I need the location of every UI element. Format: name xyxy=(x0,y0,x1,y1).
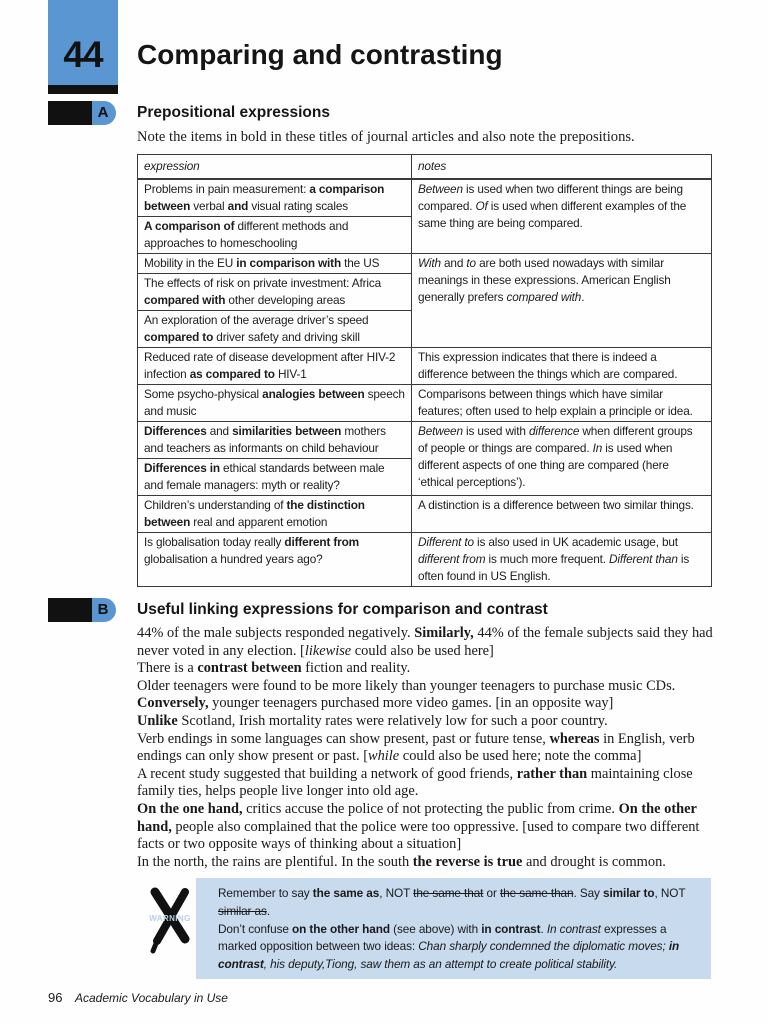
italic-term: In xyxy=(592,441,603,455)
section-b-content xyxy=(48,625,715,979)
text-run: driver safety and driving skill xyxy=(213,330,360,344)
table-row xyxy=(138,385,712,422)
bold-term: in contrast xyxy=(481,921,541,936)
table-head xyxy=(138,155,712,180)
text-run: expresses a marked opposition between two ideas: xyxy=(218,921,667,954)
bold-term: contrast between xyxy=(197,660,302,677)
text-run: when different groups of people or things are compared. xyxy=(418,424,693,455)
bold-term: different from xyxy=(284,535,360,549)
section-a-intro: Note the items in bold in these titles of journal articles and also note the prepositions. xyxy=(137,129,635,145)
text-run: could also be used here] xyxy=(351,642,494,659)
example-paragraph xyxy=(137,678,715,713)
bold-term: compared to xyxy=(144,330,214,344)
bold-term: a comparison between xyxy=(144,182,385,213)
example-paragraph xyxy=(137,801,715,854)
expression-cell xyxy=(138,459,412,496)
bold-term: Conversely, xyxy=(137,695,209,712)
section-marker-block xyxy=(48,598,96,622)
text-run: Comparisons between things which have similar features; often used to help explain a principle or idea. xyxy=(418,387,693,418)
notes-cell xyxy=(412,533,712,587)
unit-tab-underline xyxy=(48,85,118,94)
text-run: is also used in UK academic usage, but xyxy=(473,535,678,549)
struck-term: the same than xyxy=(500,886,574,901)
notes-cell xyxy=(412,348,712,385)
text-run: (see above) with xyxy=(389,921,482,936)
italic-term: In contrast xyxy=(546,921,601,936)
warning-paragraph xyxy=(218,885,703,920)
bold-term: On the one hand, xyxy=(137,800,243,817)
text-run: Don’t confuse xyxy=(218,921,293,936)
text-run: fiction and reality. xyxy=(301,660,411,677)
text-run: . xyxy=(581,290,585,304)
expression-cell xyxy=(138,385,412,422)
bold-term: the same as xyxy=(312,886,380,901)
italic-term: to xyxy=(466,256,476,270)
italic-term: Chan sharply condemned the diplomatic moves; xyxy=(418,939,669,954)
text-run: in English, verb endings can only show present or past. [ xyxy=(137,730,695,765)
bold-term: the distinction between xyxy=(144,498,365,529)
notes-cell xyxy=(412,254,712,348)
text-run: different methods and approaches to homeschooling xyxy=(144,219,349,250)
bold-term: and xyxy=(227,199,249,213)
text-run: Some psycho-physical xyxy=(144,387,263,401)
table-row xyxy=(138,533,712,587)
bold-term: rather than xyxy=(516,765,588,782)
expressions-table xyxy=(137,154,712,587)
text-run: An exploration of the average driver’s speed xyxy=(144,313,369,327)
italic-term: difference xyxy=(528,424,580,438)
text-run: Children’s understanding of xyxy=(144,498,287,512)
text-run: younger teenagers purchased more video games. [in an opposite way] xyxy=(208,695,614,712)
italic-term: Between xyxy=(418,182,463,196)
example-paragraph xyxy=(137,660,715,678)
bold-term: Similarly, xyxy=(414,625,474,641)
text-run: other developing areas xyxy=(225,293,346,307)
text-run: , NOT xyxy=(379,886,414,901)
text-run: critics accuse the police of not protecting the public from crime. xyxy=(242,800,619,817)
text-run: Remember to say xyxy=(218,886,313,901)
italic-term: Different than xyxy=(609,552,678,566)
bold-term: in contrast xyxy=(218,939,680,971)
italic-term: , his deputy,Tiong, saw them as an attempt to create political stability. xyxy=(263,956,618,971)
expression-cell xyxy=(138,274,412,311)
text-run: Is globalisation today really xyxy=(144,535,285,549)
unit-number: 44 xyxy=(63,34,103,75)
text-run: mothers and teachers as informants on child behaviour xyxy=(144,424,386,455)
text-run: A recent study suggested that building a network of good friends, xyxy=(137,765,517,782)
text-run: maintaining close family ties, helps people live longer into old age. xyxy=(137,765,693,800)
text-run: real and apparent emotion xyxy=(190,515,328,529)
section-marker-block xyxy=(48,101,96,125)
text-run: is used when different examples of the same thing are being compared. xyxy=(418,199,687,230)
text-run: are both used nowadays with similar meanings in these expressions. American English generally prefers xyxy=(418,256,671,304)
table-row xyxy=(138,348,712,385)
bold-term: compared with xyxy=(144,293,226,307)
text-run: . Say xyxy=(573,886,604,901)
warning-icon xyxy=(146,884,194,954)
text-run: and drought is common. xyxy=(522,853,666,870)
text-run: ethical standards between male and female managers: myth or reality? xyxy=(144,461,385,492)
bold-term: similar to xyxy=(603,886,655,901)
text-run: is much more frequent. xyxy=(485,552,610,566)
struck-term: similar as xyxy=(218,903,267,918)
bold-term: Differences in xyxy=(144,461,220,475)
text-run: verbal xyxy=(190,199,228,213)
example-paragraph xyxy=(137,766,715,801)
text-run: . xyxy=(266,903,271,918)
italic-term: compared with xyxy=(506,290,582,304)
bold-term: as compared to xyxy=(189,367,275,381)
italic-term: Of xyxy=(475,199,488,213)
text-run: HIV-1 xyxy=(274,367,307,381)
page-title: Comparing and contrasting xyxy=(137,39,503,70)
expression-cell xyxy=(138,179,412,217)
bold-term: On the other hand, xyxy=(137,800,697,835)
table-row xyxy=(138,422,712,459)
warning-paragraph xyxy=(218,921,703,974)
text-run: Problems in pain measurement: xyxy=(144,182,310,196)
section-letter: A xyxy=(97,104,109,121)
notes-cell xyxy=(412,496,712,533)
example-paragraph xyxy=(137,731,715,766)
bold-term: in comparison with xyxy=(236,256,342,270)
expression-cell xyxy=(138,217,412,254)
warning-icon-label: WARNING xyxy=(149,914,191,924)
italic-term: Between xyxy=(418,424,463,438)
table-row xyxy=(138,496,712,533)
table-header-row xyxy=(138,155,712,180)
bold-term: whereas xyxy=(549,730,600,747)
text-run: is used when different aspects of one thing are compared (here ‘ethical perceptions’). xyxy=(418,441,673,489)
italic-term: Different to xyxy=(418,535,474,549)
text-run: Reduced rate of disease development after HIV-2 infection xyxy=(144,350,396,381)
text-run: There is a xyxy=(137,660,198,677)
text-run: 44% of the female subjects said they had never voted in any election. [ xyxy=(137,625,713,659)
expression-cell xyxy=(138,348,412,385)
bold-term: Differences xyxy=(144,424,207,438)
italic-term: likewise xyxy=(304,642,352,659)
page-footer xyxy=(48,990,348,1006)
expression-cell xyxy=(138,311,412,348)
section-a-heading: Prepositional expressions xyxy=(137,104,330,121)
text-run: Verb endings in some languages can show present, past or future tense, xyxy=(137,730,550,747)
text-run: is often found in US English. xyxy=(418,552,690,583)
text-run: the US xyxy=(341,256,380,270)
text-run: , NOT xyxy=(654,886,686,901)
italic-term: With xyxy=(418,256,441,270)
text-run: A distinction is a difference between two similar things. xyxy=(418,498,694,512)
column-header-notes: notes xyxy=(412,155,712,180)
example-paragraph xyxy=(137,713,715,731)
text-run: globalisation a hundred years ago? xyxy=(144,552,323,566)
warning-box xyxy=(149,878,711,979)
bold-term: similarities between xyxy=(232,424,342,438)
text-run: could also be used here; note the comma] xyxy=(399,748,642,765)
example-paragraph xyxy=(137,854,715,872)
text-run: and xyxy=(440,256,467,270)
text-run: . xyxy=(540,921,547,936)
text-run: and xyxy=(206,424,233,438)
text-run: The effects of risk on private investment: Africa xyxy=(144,276,381,290)
notes-cell xyxy=(412,422,712,496)
text-run: Older teenagers were found to be more likely than younger teenagers to purchase music CDs. xyxy=(137,677,676,694)
unit-number-tab xyxy=(48,0,118,85)
section-letter: B xyxy=(97,601,109,618)
bold-term: Unlike xyxy=(137,712,178,729)
expression-cell xyxy=(138,254,412,274)
section-b-heading: Useful linking expressions for comparison and contrast xyxy=(137,601,548,618)
table-row xyxy=(138,254,712,274)
bold-term: the reverse is true xyxy=(412,853,523,870)
page-number: 96 xyxy=(48,990,63,1005)
expression-cell xyxy=(138,422,412,459)
italic-term: while xyxy=(368,748,400,765)
text-run: people also complained that the police were too oppressive. [used to compare two different facts or two opposite ways of thinking about a situation] xyxy=(137,818,700,853)
expression-cell xyxy=(138,533,412,587)
text-run: Scotland, Irish mortality rates were relatively low for such a poor country. xyxy=(177,712,608,729)
section-b-marker xyxy=(48,598,118,622)
text-run: visual rating scales xyxy=(248,199,348,213)
text-run: Mobility in the EU xyxy=(144,256,237,270)
text-run: or xyxy=(483,886,500,901)
bold-term: A comparison of xyxy=(144,219,235,233)
text-run: This expression indicates that there is indeed a difference between the things which are compared. xyxy=(418,350,678,381)
bold-term: analogies between xyxy=(262,387,365,401)
notes-cell xyxy=(412,179,712,254)
text-run: is used with xyxy=(462,424,529,438)
example-paragraph xyxy=(137,625,715,660)
struck-term: the same that xyxy=(413,886,484,901)
text-run: is used when two different things are being compared. xyxy=(418,182,683,213)
table-row xyxy=(138,179,712,217)
book-title: Academic Vocabulary in Use xyxy=(75,991,228,1005)
bold-term: on the other hand xyxy=(292,921,390,936)
italic-term: different from xyxy=(418,552,486,566)
expression-cell xyxy=(138,496,412,533)
text-run: In the north, the rains are plentiful. In the south xyxy=(137,853,413,870)
text-run: 44% of the male subjects responded negatively. xyxy=(137,625,415,641)
column-header-expression: expression xyxy=(138,155,412,180)
linking-examples xyxy=(137,625,715,871)
table-body xyxy=(138,179,712,587)
notes-cell xyxy=(412,385,712,422)
text-run: speech and music xyxy=(144,387,405,418)
section-a-marker xyxy=(48,101,118,125)
